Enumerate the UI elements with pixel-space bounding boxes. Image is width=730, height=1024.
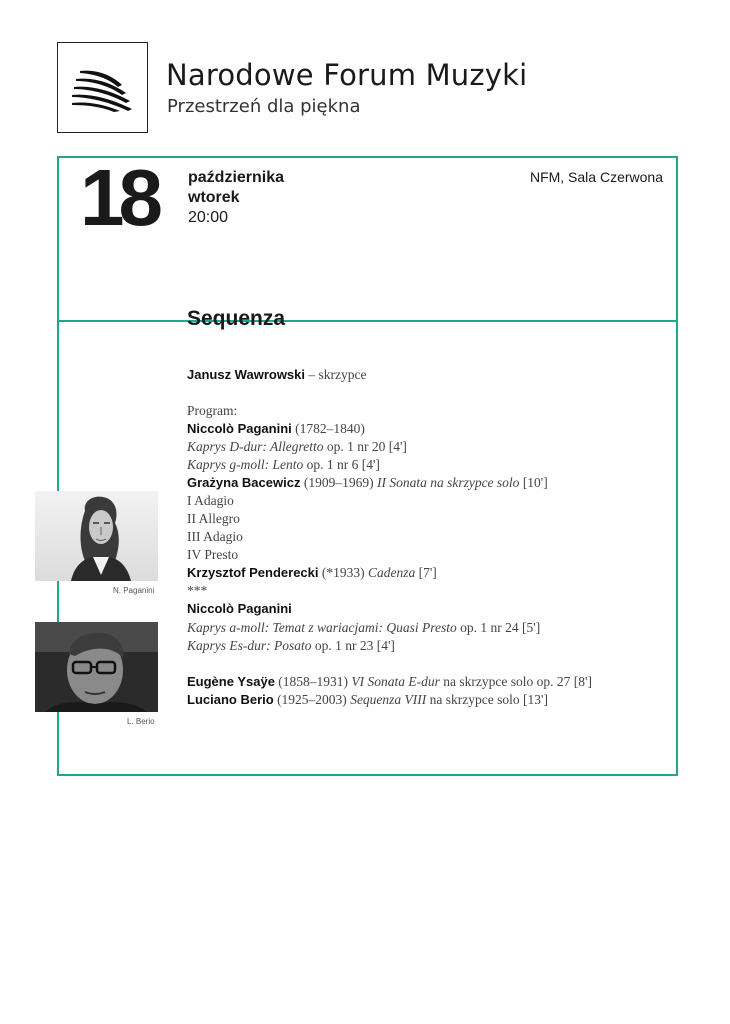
work-detail: op. 1 nr 23 [4']	[311, 638, 395, 653]
composer-name: Luciano Berio	[187, 692, 274, 707]
intermission-separator: ***	[187, 583, 208, 598]
event-title: Sequenza	[187, 307, 286, 330]
program-item	[187, 600, 292, 618]
performer-role: – skrzypce	[305, 367, 367, 382]
event-weekday: wtorek	[188, 189, 240, 206]
work-detail: na skrzypce solo [13']	[426, 692, 548, 707]
composer-name: Krzysztof Penderecki	[187, 565, 319, 580]
performer-name: Janusz Wawrowski	[187, 367, 305, 382]
org-name: Narodowe Forum Muzyki	[166, 58, 528, 92]
event-day: 18	[80, 153, 157, 242]
work-duration: [10']	[519, 475, 548, 490]
program-item	[187, 619, 540, 637]
work-detail: na skrzypce solo op. 27 [8']	[439, 674, 592, 689]
work-detail: op. 1 nr 20 [4']	[323, 439, 407, 454]
work-title: Kaprys g-moll: Lento	[187, 457, 304, 472]
nfm-logo-icon	[70, 65, 136, 113]
performer-line	[187, 366, 366, 384]
work-title: Sequenza VIII	[350, 692, 427, 707]
program-item	[187, 673, 592, 691]
program-item	[187, 564, 437, 582]
work-title: Cadenza	[368, 565, 416, 580]
composer-name: Niccolò Paganini	[187, 601, 292, 616]
paganini-caption: N. Paganini	[113, 586, 155, 595]
work-title: VI Sonata E-dur	[351, 674, 440, 689]
program-item	[187, 691, 548, 709]
work-duration: [7']	[415, 565, 437, 580]
work-detail: op. 1 nr 6 [4']	[303, 457, 380, 472]
composer-years: (*1933)	[318, 565, 368, 580]
composer-name: Eugène Ysaÿe	[187, 674, 275, 689]
work-title: II Sonata na skrzypce solo	[376, 475, 520, 490]
berio-caption: L. Berio	[127, 717, 155, 726]
event-venue: NFM, Sala Czerwona	[529, 169, 663, 185]
movement-item: II Allegro	[187, 511, 240, 526]
movement-item: I Adagio	[187, 493, 234, 508]
logo-box	[57, 42, 148, 133]
composer-name: Grażyna Bacewicz	[187, 475, 301, 490]
program-item	[187, 637, 395, 655]
event-time: 20:00	[188, 209, 229, 226]
program-item	[187, 438, 407, 456]
program-item	[187, 420, 365, 438]
composer-years: (1925–2003)	[273, 692, 351, 707]
movement-item: IV Presto	[187, 547, 239, 562]
program-item	[187, 474, 548, 492]
paganini-portrait	[35, 491, 158, 581]
work-title: Kaprys Es-dur: Posato	[187, 638, 312, 653]
composer-years: (1782–1840)	[291, 421, 365, 436]
program-item	[187, 456, 380, 474]
work-title: Kaprys D-dur: Allegretto	[187, 439, 324, 454]
work-detail: op. 1 nr 24 [5']	[456, 620, 541, 635]
movement-item: III Adagio	[187, 529, 243, 544]
work-title: Kaprys a-moll: Temat z wariacjami: Quasi Presto	[187, 620, 457, 635]
composer-years: (1909–1969)	[300, 475, 377, 490]
divider-line	[58, 320, 676, 322]
composer-name: Niccolò Paganini	[187, 421, 292, 436]
composer-years: (1858–1931)	[274, 674, 352, 689]
event-month: października	[188, 169, 285, 186]
program-label: Program:	[187, 403, 238, 418]
berio-portrait	[35, 622, 158, 712]
org-tagline: Przestrzeń dla piękna	[167, 96, 361, 117]
